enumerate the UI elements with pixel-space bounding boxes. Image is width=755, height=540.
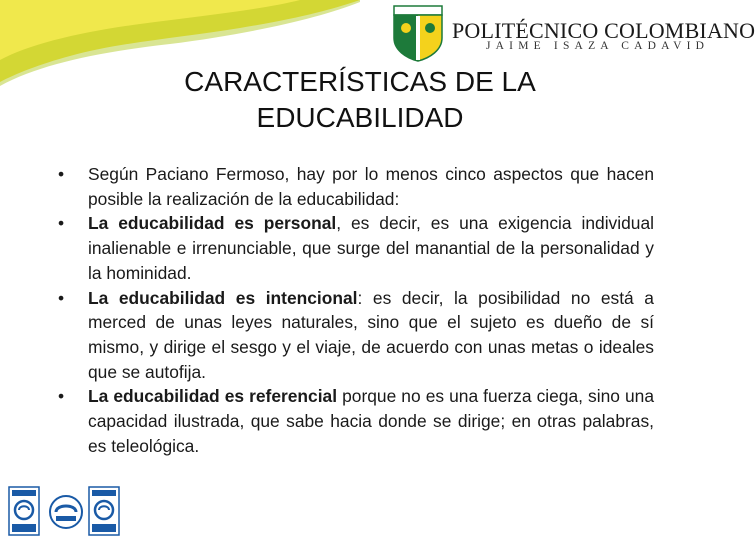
bullet-dot-icon: • xyxy=(58,386,65,407)
institution-logo xyxy=(392,4,755,64)
bullet-dot-icon: • xyxy=(58,213,65,234)
slide-title-line-2: EDUCABILIDAD xyxy=(256,102,464,133)
bullet-text: Según Paciano Fermoso, hay por lo menos cinco aspectos que hacen posible la realización de la educabilidad: xyxy=(88,164,654,209)
bullet-item xyxy=(58,211,654,285)
bullet-list xyxy=(58,162,654,458)
bullet-bold-text: La educabilidad es referencial xyxy=(88,386,338,407)
bullet-text: porque no es una fuerza ciega, sino una capacidad ilustrada, que sabe hacia donde se dirige; en otras palabras, es teleológica. xyxy=(88,386,654,456)
certification-badge-icon xyxy=(88,486,120,536)
certification-badges xyxy=(8,486,120,538)
certification-badge-icon xyxy=(8,486,40,536)
institution-subtitle: JAIME ISAZA CADAVID xyxy=(486,40,710,52)
bullet-bold-text: La educabilidad es intencional xyxy=(88,287,358,308)
slide-title xyxy=(120,64,600,136)
bullet-dot-icon: • xyxy=(58,287,65,308)
bullet-item xyxy=(58,384,654,458)
bullet-text: , es decir, es una exigencia individual inalienable e irrenunciable, que surge del manantial de la personalidad y la hominidad. xyxy=(88,213,654,283)
institution-name: POLITÉCNICO COLOMBIANO xyxy=(452,18,755,43)
institution-shield-icon xyxy=(392,4,444,62)
bullet-item xyxy=(58,162,654,211)
bullet-bold-text: La educabilidad es personal xyxy=(88,213,337,234)
certification-badge-icon xyxy=(48,492,84,532)
slide-title-line-1: CARACTERÍSTICAS DE LA xyxy=(184,66,536,97)
bullet-item xyxy=(58,286,654,385)
bullet-text: : es decir, la posibilidad no está a merced de unas leyes naturales, sino que el sujeto es dueño de sí mismo, y dirige el sesgo y el viaje, de acuerdo con unas metas o ideales que se autofija. xyxy=(88,287,654,382)
bullet-dot-icon: • xyxy=(58,164,65,184)
